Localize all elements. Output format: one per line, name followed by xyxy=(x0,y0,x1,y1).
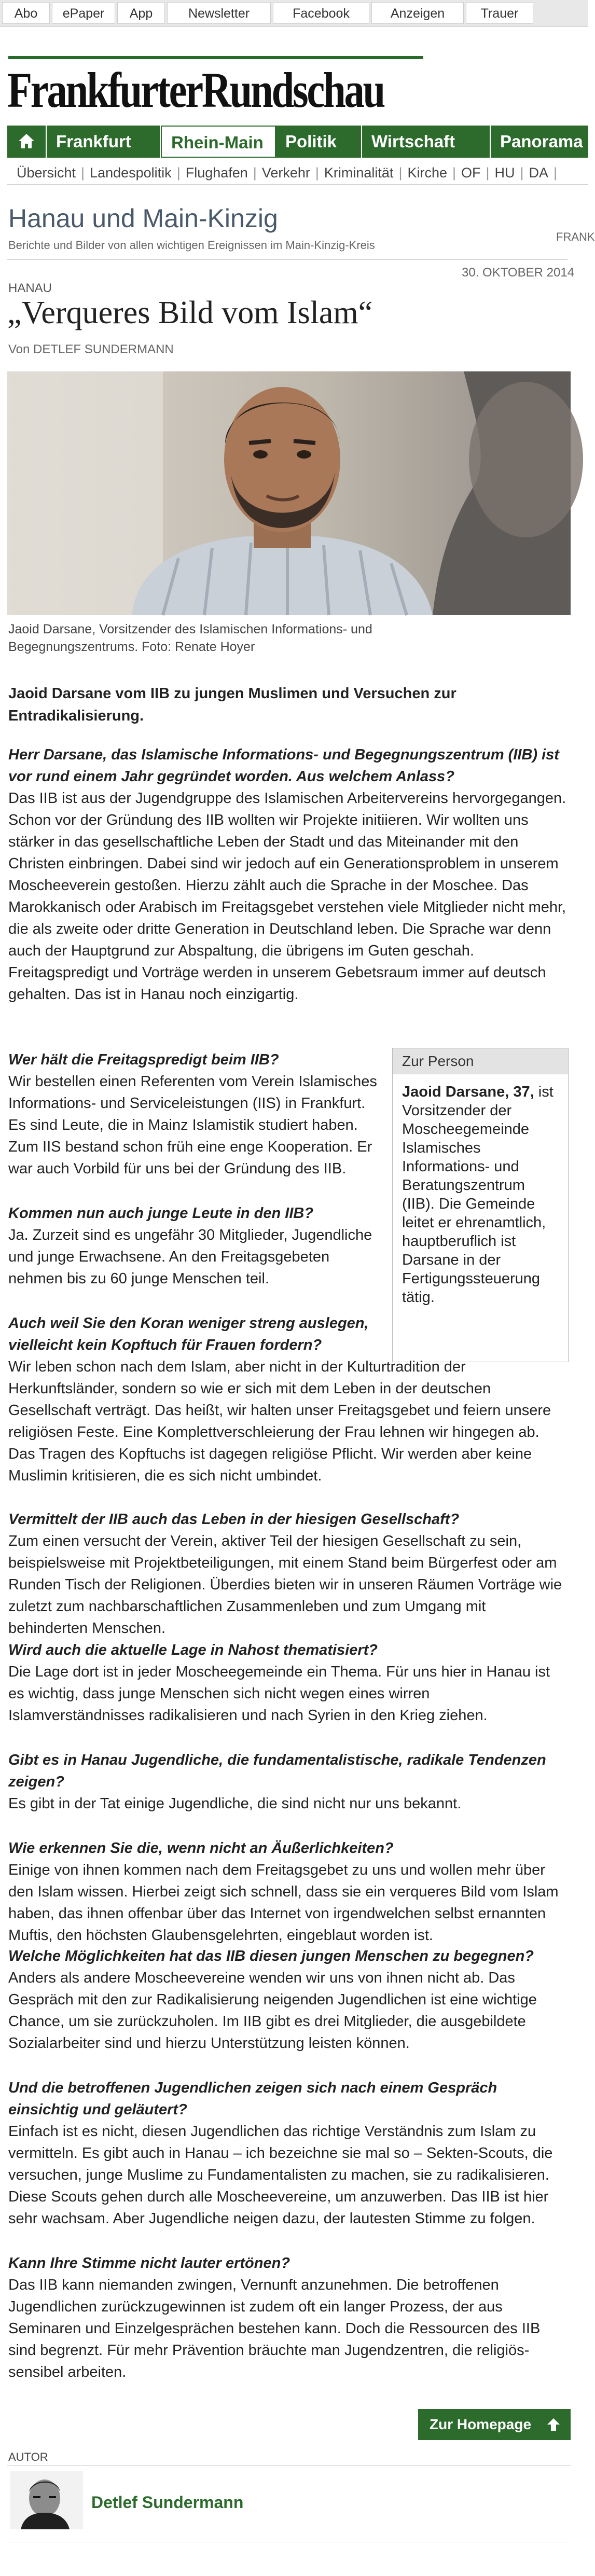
info-box-name: Jaoid Darsane, 37, xyxy=(402,1084,534,1100)
interview-question: Gibt es in Hanau Jugendliche, die fundamentalistische, radikale Tendenzen zeigen? xyxy=(8,1752,546,1790)
subnav-item-da[interactable]: DA xyxy=(529,165,549,181)
nav-item-rhein-main[interactable]: Rhein-Main xyxy=(161,126,276,158)
article-byline: Von DETLEF SUNDERMANN xyxy=(8,342,174,356)
qa-block xyxy=(8,2077,569,2229)
separator: | xyxy=(398,165,403,181)
info-box-person xyxy=(392,1048,569,1362)
subnav-item-landespolitik[interactable]: Landespolitik xyxy=(90,165,172,181)
top-bar xyxy=(0,0,588,27)
interview-question: Auch weil Sie den Koran weniger streng auslegen, vielleicht kein Kopftuch für Frauen fordern? xyxy=(8,1315,369,1353)
interview-question: Und die betroffenen Jugendlichen zeigen sich nach einem Gespräch einsichtig und geläutert? xyxy=(8,2080,497,2118)
separator: | xyxy=(554,165,558,181)
interview-answer: Wir bestellen einen Referenten vom Verein Islamisches Informations- und Serviceleistungen (IIS) in Frankfurt. Es sind Leute, die in Mainz Islamistik studiert haben. Zum IIS bestand schon früh eine enge Kooperation. Er war auch Vorbild für uns bei der Gründung des IIB. xyxy=(8,1073,377,1177)
article-lead: Jaoid Darsane vom IIB zu jungen Muslimen und Versuchen zur Entradikalisierung. xyxy=(8,685,456,724)
interview-question: Wird auch die aktuelle Lage in Nahost thematisiert? xyxy=(8,1642,378,1658)
qa-block xyxy=(8,1837,569,1946)
masthead-logo[interactable]: FrankfurterRundschau xyxy=(7,62,384,118)
topbar-link-app[interactable]: App xyxy=(117,2,165,24)
qa-block xyxy=(8,2252,569,2383)
topbar-link-epaper[interactable]: ePaper xyxy=(52,2,115,24)
interview-question: Welche Möglichkeiten hat das IIB diesen jungen Menschen zu begegnen? xyxy=(8,1948,534,1964)
masthead-rule xyxy=(8,56,423,59)
topbar-link-trauer[interactable]: Trauer xyxy=(466,2,533,24)
section-right-fragment: FRANK xyxy=(556,230,595,243)
interview-question: Kommen nun auch junge Leute in den IIB? xyxy=(8,1205,314,1222)
separator: | xyxy=(486,165,490,181)
interview-answer: Anders als andere Moscheevereine wenden wir uns von ihnen nicht ab. Das Gespräch mit den zur Radikalisierung neigenden Jugendlichen ist eine wichtige Chance, um sie zurückzuholen. Im IIB gibt es drei Mitglieder, die ausgebildete Sozialarbeiter sind und hierzu Unterstützung leisten können. xyxy=(8,1970,537,2052)
nav-item-frankfurt[interactable]: Frankfurt xyxy=(47,126,161,158)
info-box-body xyxy=(393,1074,568,1315)
nav-item-wirtschaft[interactable]: Wirtschaft xyxy=(362,126,491,158)
interview-answer: Das IIB kann niemanden zwingen, Vernunft anzunehmen. Die betroffenen Jugendlichen zurückzugewinnen ist zudem oft ein langer Prozess, der aus Seminaren und Einzelgesprächen bestehen kann. Doch die Ressourcen des IIB sind begrenzt. Für mehr Prävention bräuchte man Jugendzentren, die religiös-sensibel arbeiten. xyxy=(8,2277,541,2380)
interview-question: Vermittelt der IIB auch das Leben in der hiesigen Gesellschaft? xyxy=(8,1511,460,1528)
arrow-up-icon xyxy=(546,2417,561,2432)
topbar-link-abo[interactable]: Abo xyxy=(2,2,50,24)
subnav-item-flughafen[interactable]: Flughafen xyxy=(185,165,248,181)
section-title[interactable]: Hanau und Main-Kinzig xyxy=(8,204,278,233)
separator: | xyxy=(176,165,181,181)
qa-block xyxy=(8,744,569,1005)
author-name[interactable]: Detlef Sundermann xyxy=(91,2493,244,2512)
qa-block xyxy=(8,1312,392,1356)
author-divider xyxy=(7,2465,571,2466)
qa-answer-block xyxy=(8,1356,569,1487)
topbar-link-newsletter[interactable]: Newsletter xyxy=(167,2,271,24)
qa-block xyxy=(8,1049,382,1180)
home-nav-item[interactable] xyxy=(7,126,47,158)
article-date: 30. OKTOBER 2014 xyxy=(462,266,575,280)
nav-item-panorama[interactable]: Panorama xyxy=(500,132,583,151)
homepage-button-label: Zur Homepage xyxy=(430,2416,532,2432)
home-icon xyxy=(18,133,35,149)
separator: | xyxy=(520,165,524,181)
article-photo xyxy=(7,371,571,615)
separator: | xyxy=(81,165,85,181)
separator: | xyxy=(452,165,456,181)
subnav-item-kriminalitaet[interactable]: Kriminalität xyxy=(324,165,394,181)
interview-answer: Zum einen versucht der Verein, aktiver Teil der hiesigen Gesellschaft zu sein, beispielsweise mit Projektbeteiligungen, mit einem Stand beim Bürgerfest oder am Runden Tisch der Religionen. Überdies bieten wir in unseren Räumen Vorträge wie zuletzt zum nachbarschaftlichen Zusammenleben und zum Umgang mit behinderten Menschen. xyxy=(8,1533,562,1637)
topbar-link-anzeigen[interactable]: Anzeigen xyxy=(371,2,464,24)
separator: | xyxy=(315,165,319,181)
sub-navigation xyxy=(7,161,588,185)
subnav-item-verkehr[interactable]: Verkehr xyxy=(261,165,310,181)
subnav-item-uebersicht[interactable]: Übersicht xyxy=(17,165,76,181)
info-box-text: ist Vorsitzender der Moscheegemeinde Islamisches Informations- und Beratungszentrum (IIB). Die Gemeinde leitet er ehrenamtlich, hauptberuflich ist Darsane in der Fertigungssteuerung tätig. xyxy=(402,1084,554,1306)
nav-item-politik[interactable]: Politik xyxy=(276,126,362,158)
interview-answer: Wir leben schon nach dem Islam, aber nicht in der Kulturtradition der Herkunftsländer, sondern so wie er sich mit dem Leben in der deutschen Gesellschaft verträgt. Das heißt, wir halten unser Freitagsgebet und feiern unsere religiösen Feste. Eine Komplettverschleierung der Frau lehnen wir hingegen ab. Das Tragen des Kopftuchs ist dagegen religiöse Pflicht. Wir werden aber keine Muslimin kritisieren, die es sich nicht umbindet. xyxy=(8,1359,551,1484)
subnav-item-kirche[interactable]: Kirche xyxy=(407,165,447,181)
qa-block xyxy=(8,1945,569,2054)
info-box-title: Zur Person xyxy=(393,1048,568,1074)
interview-answer: Das IIB ist aus der Jugendgruppe des Islamischen Arbeitervereins hervorgegangen. Schon vor der Gründung des IIB wollten wir Projekte initiieren. Wir wollten uns stärker in das gesellschaftliche Leben der Stadt und das Miteinander mit den Christen einbringen. Dabei sind wir jedoch auf ein Generationsproblem in unserem Moscheeverein gestoßen. Hierzu zählt auch die Sprache in der Moschee. Das Marokkanisch oder Arabisch im Freitagsgebet verstehen viele Mitglieder nicht mehr, die als zweite oder dritte Generation in Deutschland leben. Die Sprache war denn auch der Hauptgrund zur Abspaltung, die übrigens im Guten geschah. Freitagspredigt und Vorträge werden in unserem Gebetsraum immer auf deutsch gehalten. Das ist in Hanau noch einzigartig. xyxy=(8,790,566,1003)
author-avatar[interactable] xyxy=(10,2471,83,2529)
main-navigation xyxy=(7,126,588,158)
article-kicker: HANAU xyxy=(8,281,52,295)
interview-question: Wer hält die Freitagspredigt beim IIB? xyxy=(8,1051,279,1068)
interview-question: Kann Ihre Stimme nicht lauter ertönen? xyxy=(8,2255,290,2272)
interview-answer: Die Lage dort ist in jeder Moscheegemeinde ein Thema. Für uns hier in Hanau ist es wichtig, dass junge Menschen sich nicht wegen eines wirren Islamverständnisses radikalisieren und nach Syrien in den Krieg ziehen. xyxy=(8,1664,550,1724)
qa-block xyxy=(8,1508,569,1639)
subnav-item-of[interactable]: OF xyxy=(461,165,481,181)
interview-question: Herr Darsane, das Islamische Informations- und Begegnungszentrum (IIB) ist vor rund einem Jahr gegründet worden. Aus welchem Anlass? xyxy=(8,746,559,785)
topbar-link-facebook[interactable]: Facebook xyxy=(273,2,369,24)
portrait-illustration xyxy=(7,371,571,615)
subnav-item-hu[interactable]: HU xyxy=(494,165,515,181)
homepage-button[interactable] xyxy=(418,2409,571,2440)
interview-answer: Einige von ihnen kommen nach dem Freitagsgebet zu uns und wollen mehr über den Islam wissen. Hierbei zeigt sich schnell, dass sie ein verqueres Bild vom Islam haben, das ihnen offenbar über das Internet von irgendwelchen selbst ernannten Muftis, den höchsten Glaubensgelehrten, eingeblaut worden ist. xyxy=(8,1862,559,1944)
separator: | xyxy=(253,165,257,181)
photo-caption: Jaoid Darsane, Vorsitzender des Islamischen Informations- und Begegnungszentrums. Foto: Renate Hoyer xyxy=(8,622,372,654)
interview-answer: Es gibt in der Tat einige Jugendliche, die sind nicht nur uns bekannt. xyxy=(8,1795,462,1812)
interview-answer: Ja. Zurzeit sind es ungefähr 30 Mitglieder, Jugendliche und junge Erwachsene. An den Freitagsgebeten nehmen bis zu 60 junge Menschen teil. xyxy=(8,1227,372,1287)
interview-answer: Einfach ist es nicht, diesen Jugendlichen das richtige Verständnis zum Islam zu vermitteln. Es gibt auch in Hanau – ich bezeichne sie mal so – Sekten-Scouts, die versuchen, junge Muslime zu Fundamentalisten zu machen, sie zu radikalisieren. Diese Scouts gehen durch alle Moscheevereine, um anzuwerben. Das IIB ist hier sehr wachsam. Aber Jugendliche neigen dazu, der lautesten Stimme zu folgen. xyxy=(8,2123,553,2227)
qa-block xyxy=(8,1749,569,1815)
author-portrait xyxy=(10,2471,83,2529)
qa-block xyxy=(8,1639,569,1726)
author-label: AUTOR xyxy=(8,2450,48,2463)
section-description: Berichte und Bilder von allen wichtigen Ereignissen im Main-Kinzig-Kreis xyxy=(8,239,375,252)
qa-block xyxy=(8,1202,382,1290)
interview-question: Wie erkennen Sie die, wenn nicht an Äußerlichkeiten? xyxy=(8,1840,394,1857)
article-headline: „Verqueres Bild vom Islam“ xyxy=(7,295,373,330)
section-divider xyxy=(7,259,568,260)
